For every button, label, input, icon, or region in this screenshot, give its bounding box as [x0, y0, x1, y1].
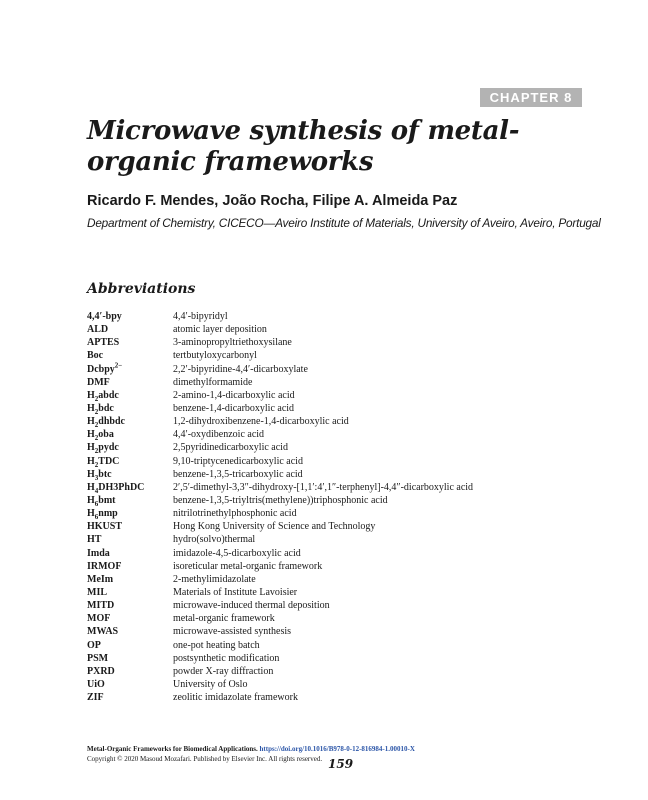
- abbreviation-definition: benzene-1,3,5-triyltris(methylene))triphosphonic acid: [173, 494, 388, 506]
- abbreviation-term: [87, 691, 173, 704]
- abbreviation-term-subscript: 6: [94, 513, 99, 522]
- abbreviation-row: [87, 573, 567, 586]
- abbreviation-term: [87, 547, 173, 560]
- abbreviation-term-subscript: 2: [94, 394, 99, 403]
- abbreviation-row: [87, 586, 567, 599]
- abbreviation-definition: benzene-1,3,5-tricarboxylic acid: [173, 468, 303, 480]
- abbreviation-definition: 2,2′-bipyridine-4,4′-dicarboxylate: [173, 363, 308, 375]
- abbreviation-term-text: IRMOF: [87, 560, 122, 572]
- abbreviation-definition: metal-organic framework: [173, 613, 275, 625]
- abbreviation-term-text: OP: [87, 639, 101, 651]
- abbreviation-term: [87, 533, 173, 546]
- abbreviation-definition: Hong Kong University of Science and Technology: [173, 521, 376, 533]
- abbreviation-row: [87, 468, 567, 481]
- abbreviation-term: [87, 625, 173, 638]
- abbreviation-term-subscript: 2: [94, 434, 99, 443]
- abbreviation-definition: 9,10-triptycenedicarboxylic acid: [173, 455, 303, 467]
- abbreviation-definition: imidazole-4,5-dicarboxylic acid: [173, 547, 301, 559]
- abbreviation-term: [87, 468, 173, 481]
- abbreviation-term: [87, 310, 173, 323]
- abbreviation-definition: 2,5pyridinedicarboxylic acid: [173, 442, 288, 454]
- page-number: 159: [328, 757, 354, 771]
- abbreviation-row: [87, 507, 567, 520]
- abbreviation-row: [87, 599, 567, 612]
- abbreviation-term-text: ALD: [87, 324, 109, 336]
- abbreviation-term: [87, 323, 173, 336]
- abbreviation-term: [87, 415, 173, 428]
- abbreviation-term-prefix: H: [87, 455, 95, 467]
- abbreviation-term-text: HKUST: [87, 521, 123, 533]
- abbreviation-term-subscript: 2: [94, 421, 99, 430]
- abbreviation-row: [87, 363, 567, 376]
- abbreviation-definition: zeolitic imidazolate framework: [173, 692, 298, 704]
- abbreviation-row: [87, 376, 567, 389]
- abbreviation-term-subscript: 3: [94, 473, 99, 482]
- abbreviation-row: [87, 494, 567, 507]
- abbreviation-row: [87, 652, 567, 665]
- abbreviation-term: [87, 455, 173, 468]
- abbreviation-term: [87, 560, 173, 573]
- abbreviation-definition: dimethylformamide: [173, 376, 253, 388]
- abbreviation-term: [87, 336, 173, 349]
- abbreviation-term-text: Boc: [87, 350, 104, 362]
- abbreviation-row: [87, 625, 567, 638]
- abbreviation-term-text: MOF: [87, 613, 111, 625]
- abbreviation-term-text: nmp: [98, 508, 118, 520]
- abbreviation-row: [87, 323, 567, 336]
- abbreviation-term-prefix: H: [87, 481, 95, 493]
- abbreviation-term: [87, 586, 173, 599]
- abbreviations-heading: Abbreviations: [87, 281, 196, 297]
- abbreviation-term-prefix: H: [87, 508, 95, 520]
- abbreviation-term-text: Dcbpy: [87, 363, 115, 375]
- abbreviation-definition: one-pot heating batch: [173, 639, 260, 651]
- abbreviation-row: [87, 310, 567, 323]
- abbreviation-term-text: APTES: [87, 337, 120, 349]
- abbreviation-term-text: btc: [98, 468, 112, 480]
- abbreviation-term-subscript: 2: [94, 460, 99, 469]
- abbreviation-term-text: DH3PhDC: [98, 481, 145, 493]
- abbreviation-term: [87, 573, 173, 586]
- abbreviation-term-text: PSM: [87, 652, 109, 664]
- abbreviation-term-text: MeIm: [87, 573, 114, 585]
- abbreviation-term-text: TDC: [98, 455, 120, 467]
- abbreviation-definition: 2′,5′-dimethyl-3,3″-dihydroxy-[1,1′:4′,1″-terphenyl]-4,4″-dicarboxylic acid: [173, 481, 474, 493]
- abbreviation-term-text: ZIF: [87, 692, 104, 704]
- chapter-title: Microwave synthesis of metal-organic frameworks: [87, 116, 520, 177]
- abbreviation-definition: microwave-assisted synthesis: [173, 626, 292, 638]
- abbreviation-definition: postsynthetic modification: [173, 652, 280, 664]
- abbreviation-definition: 2-methylimidazolate: [173, 573, 256, 585]
- footer-book-title: Metal-Organic Frameworks for Biomedical Applications.: [87, 745, 258, 753]
- abbreviation-term-prefix: H: [87, 429, 95, 441]
- abbreviation-term: [87, 481, 173, 494]
- abbreviation-term-text: MWAS: [87, 626, 119, 638]
- abbreviation-term-subscript: 2: [94, 447, 99, 456]
- abbreviation-term-text: DMF: [87, 376, 110, 388]
- abbreviation-term: [87, 678, 173, 691]
- abbreviation-term: [87, 652, 173, 665]
- abbreviation-term-text: MITD: [87, 600, 115, 612]
- abbreviation-definition: 2-amino-1,4-dicarboxylic acid: [173, 389, 295, 401]
- abbreviation-term-text: 4,4′-bpy: [87, 311, 122, 322]
- abbreviation-definition: powder X-ray diffraction: [173, 665, 274, 677]
- abbreviation-row: [87, 428, 567, 441]
- abbreviation-term: [87, 363, 173, 376]
- abbreviation-term: [87, 349, 173, 362]
- abbreviation-definition: tertbutyloxycarbonyl: [173, 350, 257, 362]
- abbreviation-term: [87, 665, 173, 678]
- abbreviation-term-subscript: 4: [94, 486, 99, 495]
- abbreviation-definition: 3-aminopropyltriethoxysilane: [173, 337, 292, 349]
- abbreviation-term: [87, 376, 173, 389]
- abbreviation-row: [87, 402, 567, 415]
- abbreviation-row: [87, 665, 567, 678]
- abbreviation-row: [87, 455, 567, 468]
- abbreviation-definition: atomic layer deposition: [173, 324, 267, 336]
- doi-link[interactable]: https://doi.org/10.1016/B978-0-12-816984-1.00010-X: [259, 745, 415, 753]
- abbreviation-term: [87, 599, 173, 612]
- abbreviation-term-text: PXRD: [87, 665, 115, 677]
- abbreviation-row: [87, 389, 567, 402]
- abbreviation-term-text: Imda: [87, 547, 110, 559]
- abbreviation-term-subscript: 2: [94, 407, 99, 416]
- abbreviation-definition: 1,2-dihydroxibenzene-1,4-dicarboxylic acid: [173, 416, 349, 428]
- footer-citation: [87, 745, 415, 753]
- abbreviation-definition: hydro(solvo)thermal: [173, 534, 256, 546]
- abbreviation-term-prefix: H: [87, 494, 95, 506]
- abbreviation-row: [87, 560, 567, 573]
- abbreviation-term: [87, 402, 173, 415]
- abbreviation-term-text: dhbdc: [98, 416, 125, 428]
- abbreviation-row: [87, 520, 567, 533]
- abbreviation-term-prefix: H: [87, 402, 95, 414]
- abbreviation-term-text: bdc: [98, 402, 114, 414]
- abbreviation-row: [87, 481, 567, 494]
- abbreviation-term-text: bmt: [98, 494, 116, 506]
- abbreviation-term: [87, 389, 173, 402]
- footer-copyright: Copyright © 2020 Masoud Mozafari. Published by Elsevier Inc. All rights reserved.: [87, 755, 323, 763]
- chapter-label: CHAPTER 8: [480, 88, 582, 107]
- abbreviation-term-prefix: H: [87, 389, 95, 401]
- abbreviation-definition: University of Oslo: [173, 678, 248, 690]
- abbreviation-term: [87, 428, 173, 441]
- abbreviation-term-text: abdc: [98, 389, 119, 401]
- abbreviation-term-text: pydc: [98, 442, 119, 454]
- abbreviation-row: [87, 441, 567, 454]
- abbreviation-term: [87, 494, 173, 507]
- abbreviation-row: [87, 415, 567, 428]
- abbreviation-term-prefix: H: [87, 416, 95, 428]
- abbreviation-term: [87, 639, 173, 652]
- abbreviation-row: [87, 336, 567, 349]
- abbreviation-definition: microwave-induced thermal deposition: [173, 600, 330, 612]
- abbreviation-row: [87, 547, 567, 560]
- abbreviation-term-superscript: 2−: [114, 361, 123, 370]
- abbreviations-list: [87, 310, 567, 704]
- abbreviation-term-text: oba: [98, 429, 114, 441]
- abbreviation-definition: nitrilotrinethylphosphonic acid: [173, 508, 297, 520]
- abbreviation-term: [87, 507, 173, 520]
- abbreviation-row: [87, 533, 567, 546]
- abbreviation-term: [87, 441, 173, 454]
- abbreviation-term-subscript: 6: [94, 499, 99, 508]
- abbreviation-row: [87, 639, 567, 652]
- abbreviation-term-text: HT: [87, 534, 102, 546]
- abbreviation-row: [87, 678, 567, 691]
- abbreviation-term: [87, 520, 173, 533]
- abbreviation-row: [87, 349, 567, 362]
- abbreviation-term: [87, 612, 173, 625]
- abbreviation-term-prefix: H: [87, 442, 95, 454]
- abbreviation-term-prefix: H: [87, 468, 95, 480]
- abbreviation-term-text: UiO: [87, 678, 105, 690]
- authors: Ricardo F. Mendes, João Rocha, Filipe A. Almeida Paz: [87, 193, 458, 209]
- abbreviation-definition: benzene-1,4-dicarboxylic acid: [173, 402, 295, 414]
- abbreviation-term-text: MIL: [87, 586, 107, 598]
- abbreviation-definition: isoreticular metal-organic framework: [173, 560, 323, 572]
- abbreviation-definition: Materials of Institute Lavoisier: [173, 586, 298, 598]
- abbreviation-definition: 4,4′-oxydibenzoic acid: [173, 429, 265, 441]
- abbreviation-row: [87, 612, 567, 625]
- abbreviation-row: [87, 691, 567, 704]
- abbreviation-definition: 4,4′-bipyridyl: [173, 311, 228, 322]
- affiliation: Department of Chemistry, CICECO—Aveiro Institute of Materials, University of Aveiro, Aveiro, Portugal: [87, 216, 601, 230]
